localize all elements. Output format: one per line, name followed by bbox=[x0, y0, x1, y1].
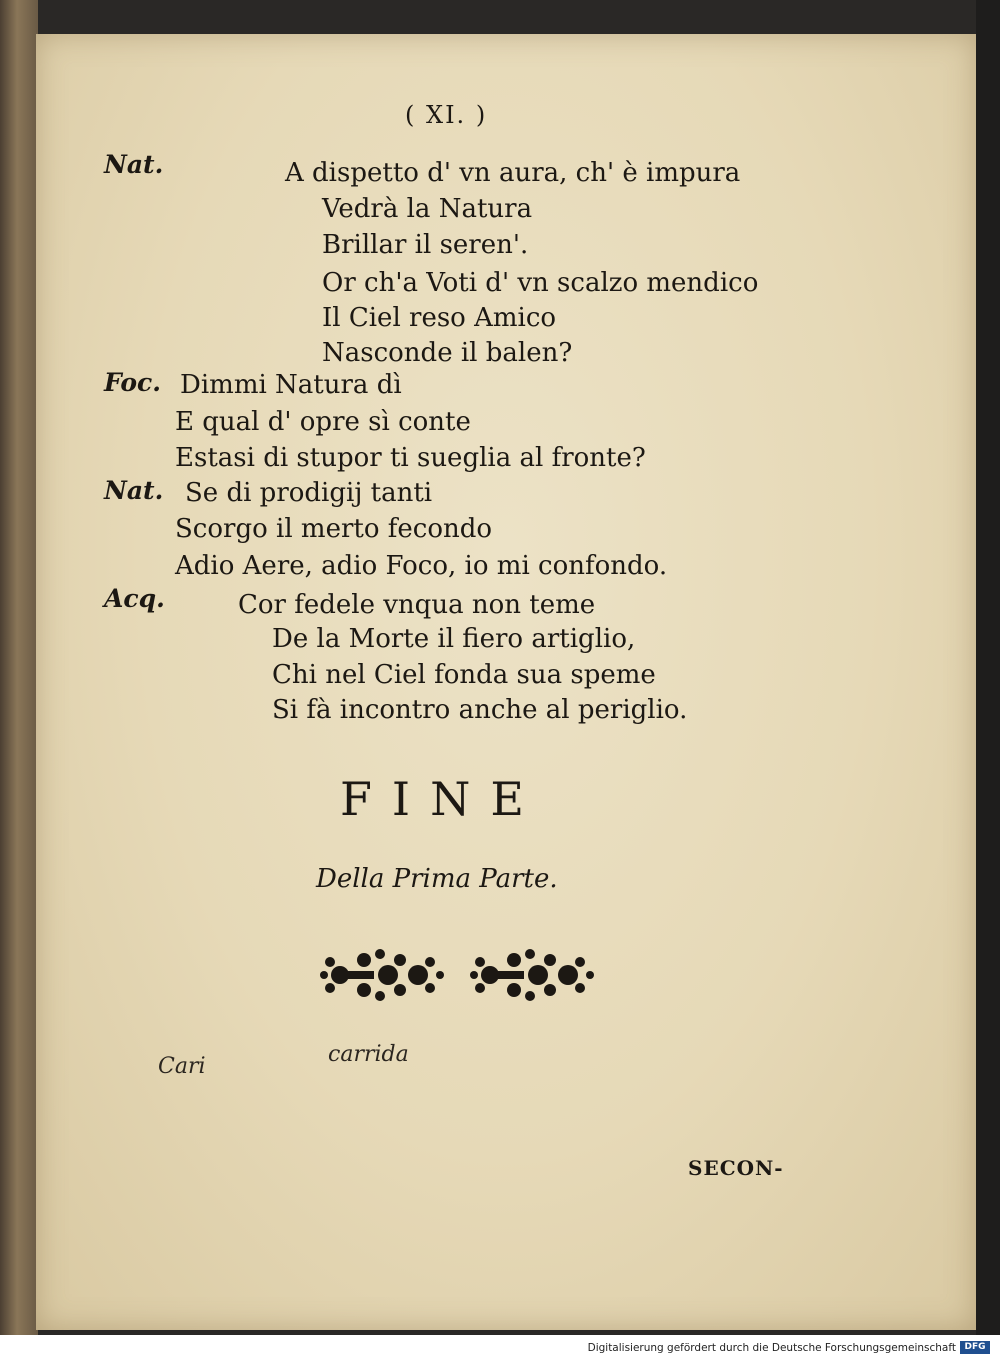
footer-credit: Digitalisierung gefördert durch die Deutsche Forschungsgemeinschaft bbox=[587, 1342, 956, 1354]
speaker-acq: Acq. bbox=[104, 584, 165, 613]
speaker-foc: Foc. bbox=[104, 368, 161, 397]
verse-line: Or ch'a Voti d' vn scalzo mendico bbox=[322, 268, 759, 298]
handwritten-note: Cari bbox=[158, 1054, 206, 1079]
verse-line: Nasconde il balen? bbox=[322, 338, 573, 368]
verse-line: Chi nel Ciel fonda sua speme bbox=[272, 660, 656, 690]
verse-line: Se di prodigij tanti bbox=[185, 478, 433, 508]
verse-line: Estasi di stupor ti sueglia al fronte? bbox=[175, 443, 646, 473]
page-number: ( XI. ) bbox=[405, 101, 488, 129]
verse-line: A dispetto d' vn aura, ch' è impura bbox=[285, 158, 741, 188]
fine-subtitle: Della Prima Parte. bbox=[316, 864, 558, 894]
fine-heading: FINE bbox=[340, 772, 544, 826]
verse-line: Adio Aere, adio Foco, io mi confondo. bbox=[175, 551, 668, 581]
speaker-nat: Nat. bbox=[104, 150, 164, 179]
ornament-flower-right bbox=[470, 949, 594, 1001]
ornament-flower-left bbox=[320, 949, 444, 1001]
speaker-nat: Nat. bbox=[104, 476, 164, 505]
verse-line: Si fà incontro anche al periglio. bbox=[272, 695, 688, 725]
footer-bar bbox=[0, 1335, 1000, 1360]
verse-line: Dimmi Natura dì bbox=[180, 370, 402, 400]
verse-line: De la Morte il fiero artiglio, bbox=[272, 624, 636, 654]
verse-line: Scorgo il merto fecondo bbox=[175, 514, 493, 544]
verse-line: Il Ciel reso Amico bbox=[322, 303, 557, 333]
verse-line: Cor fedele vnqua non teme bbox=[238, 590, 596, 620]
catchword: SECON- bbox=[688, 1156, 784, 1180]
book-left-edge bbox=[0, 0, 38, 1335]
verse-line: Vedrà la Natura bbox=[322, 194, 533, 224]
printer-ornament bbox=[318, 940, 598, 1010]
verse-line: Brillar il seren'. bbox=[322, 230, 529, 260]
verse-line: E qual d' opre sì conte bbox=[175, 407, 471, 437]
scan-background bbox=[976, 0, 1000, 1335]
dfg-logo: DFG bbox=[960, 1341, 990, 1354]
handwritten-note: carrida bbox=[328, 1042, 409, 1067]
